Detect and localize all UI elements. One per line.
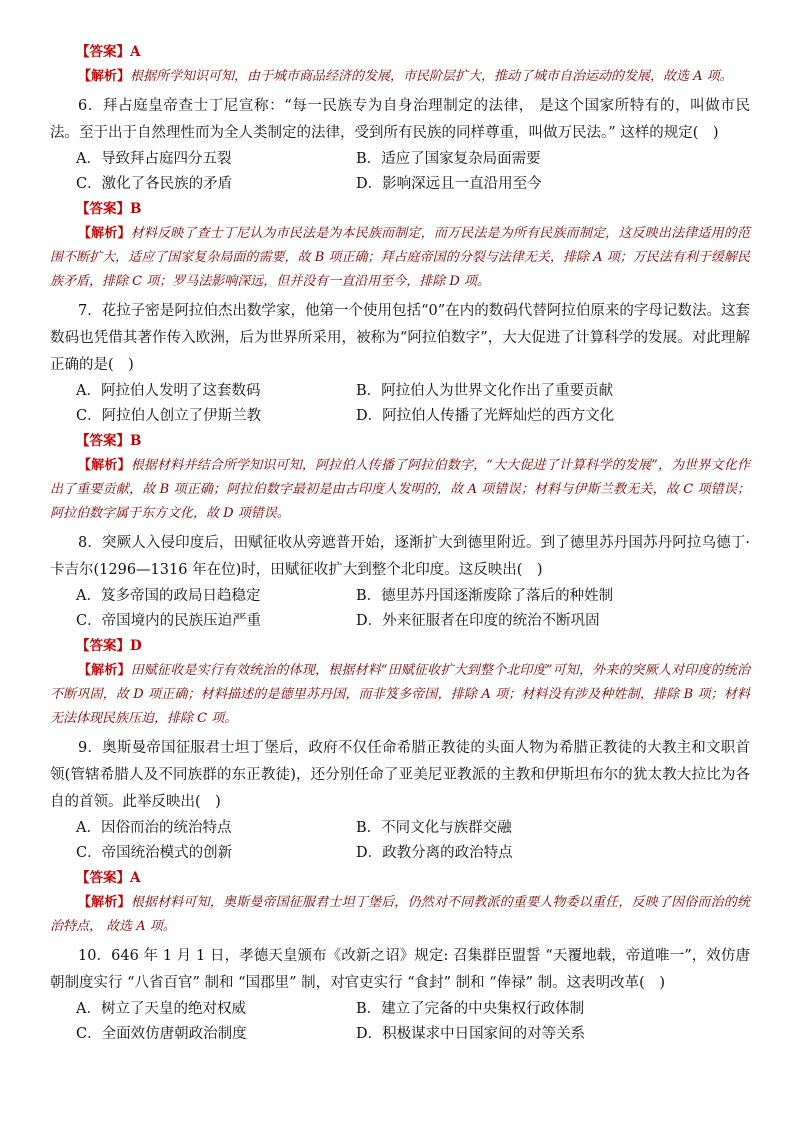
explanation	[50, 659, 750, 731]
question-stem: 7．花拉子密是阿拉伯杰出数学家，他第一个使用包括“0”在内的数码代替阿拉伯原来的字母记数法。这套数码也凭借其著作传入欧洲，后为世界所采用，被称为“阿拉伯数字”，大大促进了计算科学的发展。对此理解正确的是( )	[50, 303, 750, 373]
answer-line	[50, 40, 750, 65]
option-c: C．帝国境内的民族压迫严重	[76, 613, 262, 629]
option-a: A．阿拉伯人发明了这套数码	[76, 383, 261, 399]
option-a: A．树立了天皇的绝对权威	[76, 1001, 246, 1017]
explanation	[50, 454, 750, 526]
option-c: C．全面效仿唐朝政治制度	[76, 1026, 247, 1042]
explanation-label: 【解析】	[78, 895, 131, 910]
answer-label: 【答案】	[76, 44, 130, 60]
document-page	[50, 40, 750, 1047]
options	[50, 997, 750, 1047]
explanation-label: 【解析】	[78, 458, 131, 473]
explanation-text: 材料反映了查士丁尼认为市民法是为本民族而制定，而万民法是为所有民族而制定，这反映出法律适用的范围不断扩大，适应了国家复杂局面的需要，故 B 项正确；拜占庭帝国的分裂与法律无关，排除 A 项；万民法有利于缓解民族矛盾，排除 C 项；罗马法影响深远，但并没有一直沿用至今，排除 D 项。	[50, 226, 750, 289]
option-d: D．积极谋求中日国家间的对等关系	[356, 1026, 586, 1042]
answer-value: B	[130, 433, 142, 449]
question-stem: 9．奥斯曼帝国征服君士坦丁堡后，政府不仅任命希腊正教徒的头面人物为希腊正教徒的大教主和文职首领(管辖希腊人及不同族群的东正教徒)，还分别任命了亚美尼亚教派的主教和伊斯坦布尔的犹太教大拉比为各自的首领。此举反映出( )	[50, 740, 750, 810]
explanation-text: 根据材料可知，奥斯曼帝国征服君士坦丁堡后，仍然对不同教派的重要人物委以重任，反映了因俗而治的统治特点， 故选 A 项。	[50, 895, 750, 934]
option-b: B．建立了完备的中央集权行政体制	[356, 1001, 585, 1017]
answer-label: 【答案】	[76, 870, 130, 886]
options	[50, 584, 750, 634]
option-b: B．阿拉伯人为世界文化作出了重要贡献	[356, 383, 614, 399]
question-stem: 10．646 年 1 月 1 日，孝德天皇颁布《改新之诏》规定: 召集群臣盟誓 “天覆地载，帝道唯一”，效仿唐朝制度实行 “八省百官” 制和 “国郡里” 制，对官吏实行 “食封” 制和 “俸禄” 制。这表明改革( )	[50, 948, 750, 991]
explanation-label: 【解析】	[78, 69, 131, 84]
explanation	[50, 65, 750, 89]
options	[50, 379, 750, 429]
option-b: B．适应了国家复杂局面需要	[356, 151, 541, 167]
question-stem: 8．突厥人入侵印度后，田赋征收从旁遮普开始，逐渐扩大到德里附近。到了德里苏丹国苏丹阿拉乌德丁·卡吉尔(1296—1316 年在位)时，田赋征收扩大到整个北印度。这反映出( )	[50, 535, 750, 578]
answer-line	[50, 429, 750, 454]
option-a: A．笈多帝国的政局日趋稳定	[76, 588, 261, 604]
option-d: D．外来征服者在印度的统治不断巩固	[356, 613, 600, 629]
question-8	[50, 530, 750, 731]
options	[50, 816, 750, 866]
answer-value: A	[130, 870, 141, 886]
answer-line	[50, 197, 750, 222]
answer-label: 【答案】	[76, 638, 130, 654]
option-c: C．帝国统治模式的创新	[76, 845, 233, 861]
option-c: C．激化了各民族的矛盾	[76, 176, 233, 192]
option-d: D．政教分离的政治特点	[356, 845, 513, 861]
explanation-text: 根据所学知识可知，由于城市商品经济的发展，市民阶层扩大，推动了城市自治运动的发展，故选 A 项。	[130, 69, 733, 84]
explanation-label: 【解析】	[78, 663, 131, 678]
option-a: A．导致拜占庭四分五裂	[76, 151, 232, 167]
option-b: B．不同文化与族群交融	[356, 820, 512, 836]
explanation-label: 【解析】	[78, 226, 131, 241]
question-6	[50, 93, 750, 294]
answer-line	[50, 866, 750, 891]
explanation-text: 根据材料并结合所学知识可知，阿拉伯人传播了阿拉伯数字，“大大促进了计算科学的发展”，为世界文化作出了重要贡献，故 B 项正确；阿拉伯数字最初是由古印度人发明的，故 A 项错误；材料与伊斯兰教无关，故 C 项错误；阿拉伯数字属于东方文化，故 D 项错误。	[50, 458, 750, 521]
option-d: D．阿拉伯人传播了光辉灿烂的西方文化	[356, 408, 615, 424]
option-d: D．影响深远且一直沿用至今	[356, 176, 542, 192]
option-c: C．阿拉伯人创立了伊斯兰教	[76, 408, 262, 424]
answer-line	[50, 634, 750, 659]
question-7	[50, 298, 750, 526]
answer-value: D	[130, 638, 142, 654]
options	[50, 147, 750, 197]
explanation	[50, 891, 750, 939]
answer-label: 【答案】	[76, 201, 130, 217]
answer-label: 【答案】	[76, 433, 130, 449]
option-b: B．德里苏丹国逐渐废除了落后的种姓制	[356, 588, 614, 604]
explanation-text: 田赋征收是实行有效统治的体现，根据材料“田赋征收扩大到整个北印度”可知，外来的突厥人对印度的统治不断巩固，故 D 项正确；材料描述的是德里苏丹国，而非笈多帝国，排除 A 项；材料没有涉及种姓制，排除 B 项；材料无法体现民族压迫，排除 C 项。	[50, 663, 750, 726]
explanation	[50, 222, 750, 294]
question-stem: 6．拜占庭皇帝查士丁尼宣称：“每一民族专为自身治理制定的法律， 是这个国家所特有的，叫做市民法。至于出于自然理性而为全人类制定的法律，受到所有民族的同样尊重，叫做万民法。” 这样的规定( )	[50, 98, 750, 141]
option-a: A．因俗而治的统治特点	[76, 820, 232, 836]
question-9	[50, 735, 750, 939]
answer-value: A	[130, 44, 141, 60]
question-10	[50, 943, 750, 1047]
answer-value: B	[130, 201, 142, 217]
